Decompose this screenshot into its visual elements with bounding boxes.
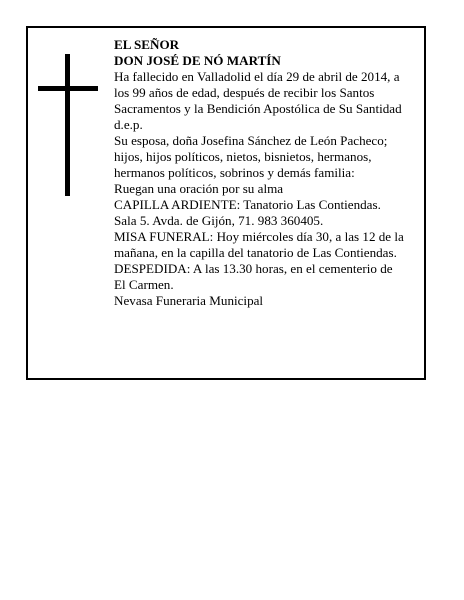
- body-line: El Carmen.: [114, 277, 174, 292]
- cross-vertical-bar: [65, 54, 70, 196]
- funeral-home-name: Nevasa Funeraria Municipal: [114, 293, 264, 308]
- body-line: mañana, en la capilla del tanatorio de Las Contiendas.: [114, 245, 397, 260]
- body-line: los 99 años de edad, después de recibir los Santos: [114, 85, 375, 100]
- latin-cross-icon: [38, 54, 98, 196]
- body-line: DESPEDIDA: A las 13.30 horas, en el cementerio de: [114, 261, 393, 276]
- body-line: Su esposa, doña Josefina Sánchez de León Pacheco;: [114, 133, 388, 148]
- body-line: d.e.p.: [114, 117, 143, 132]
- body-line: hermanos políticos, sobrinos y demás familia:: [114, 165, 355, 180]
- deceased-name: DON JOSÉ DE NÓ MARTÍN: [114, 53, 281, 68]
- body-line: CAPILLA ARDIENTE: Tanatorio Las Contiendas.: [114, 197, 381, 212]
- body-line: Ruegan una oración por su alma: [114, 181, 284, 196]
- cross-horizontal-bar: [38, 86, 98, 91]
- body-line: Sala 5. Avda. de Gijón, 71. 983 360405.: [114, 213, 324, 228]
- body-line: MISA FUNERAL: Hoy miércoles día 30, a las 12 de la: [114, 229, 404, 244]
- notice-title-line: EL SEÑOR: [114, 37, 180, 52]
- obituary-text: [114, 37, 420, 309]
- body-line: hijos, hijos políticos, nietos, bisnietos, hermanos,: [114, 149, 372, 164]
- body-line: Ha fallecido en Valladolid el día 29 de abril de 2014, a: [114, 69, 400, 84]
- body-line: Sacramentos y la Bendición Apostólica de Su Santidad: [114, 101, 402, 116]
